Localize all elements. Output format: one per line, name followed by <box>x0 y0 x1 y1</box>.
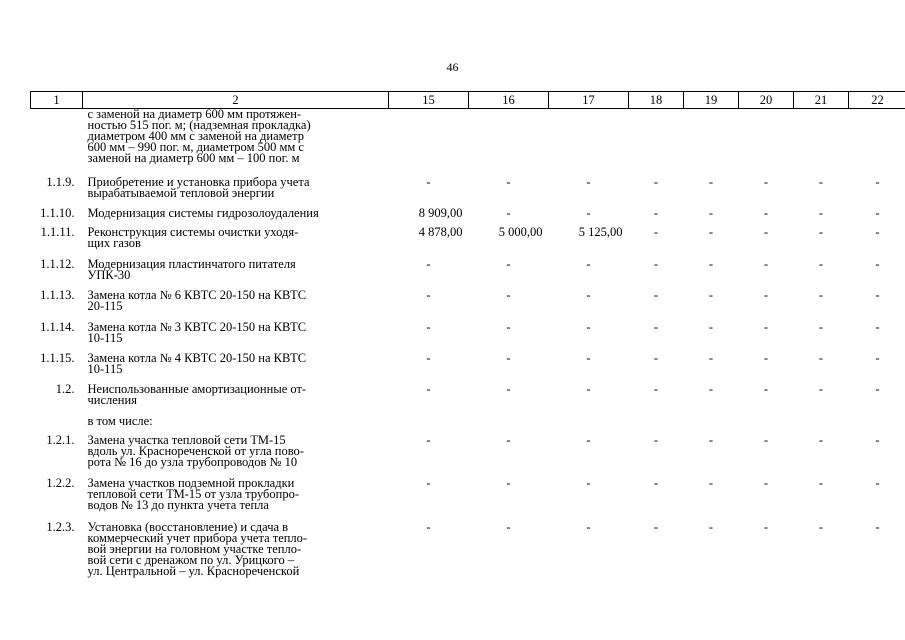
value-cell-col-21: - <box>818 205 824 220</box>
table-row <box>31 478 905 522</box>
value-cell-col-19: - <box>708 475 714 490</box>
row-description: Замена участков подземной прокладки тепловой сети ТМ-15 от узла трубопро- водов № 13 до пункта учета тепла <box>87 475 299 512</box>
table-row <box>31 177 905 208</box>
column-header-15: 15 <box>389 92 469 109</box>
value-cell-col-16: - <box>506 174 511 189</box>
value-cell-col-21: - <box>818 350 824 365</box>
value-cell-col-19: - <box>708 519 714 534</box>
value-cell-col-16: - <box>506 432 511 447</box>
value-cell-col-21: - <box>818 174 824 189</box>
value-cell-col-18: - <box>653 519 659 534</box>
value-cell-col-16: - <box>506 381 511 396</box>
value-cell-col-16: - <box>506 256 511 271</box>
row-description: в том числе: <box>87 413 153 428</box>
value-cell-col-22: - <box>875 381 880 396</box>
table-row <box>31 290 905 322</box>
table-row <box>31 208 905 227</box>
value-cell-col-18: - <box>653 224 659 239</box>
value-cell-col-17: - <box>586 205 591 220</box>
value-cell-col-21: - <box>818 224 824 239</box>
table-row <box>31 522 905 588</box>
table-row <box>31 435 905 478</box>
value-cell-col-18 <box>629 109 684 177</box>
value-cell-col-20: - <box>763 381 769 396</box>
value-cell-col-22: - <box>875 224 880 239</box>
value-cell-col-19: - <box>708 174 714 189</box>
value-cell-col-17 <box>549 416 629 435</box>
row-description: Модернизация системы гидрозолоудаления <box>87 205 319 220</box>
row-description: Модернизация пластинчатого питателя УПК-30 <box>87 256 296 282</box>
value-cell-col-16: - <box>506 287 511 302</box>
value-cell-col-18: - <box>653 319 659 334</box>
row-number: 1.1.14. <box>40 319 75 334</box>
value-cell-col-15: - <box>426 381 431 396</box>
row-number <box>31 109 83 177</box>
value-cell-col-19 <box>684 416 739 435</box>
value-cell-col-20: - <box>763 475 769 490</box>
value-cell-col-19: - <box>708 319 714 334</box>
value-cell-col-21: - <box>818 287 824 302</box>
value-cell-col-22 <box>849 109 905 177</box>
value-cell-col-17: - <box>586 519 591 534</box>
value-cell-col-20: - <box>763 319 769 334</box>
value-cell-col-22 <box>849 416 905 435</box>
value-cell-col-15: - <box>426 432 431 447</box>
value-cell-col-19: - <box>708 432 714 447</box>
table-body <box>31 109 905 588</box>
row-number: 1.2.2. <box>46 475 75 490</box>
table-row <box>31 416 905 435</box>
value-cell-col-15 <box>389 109 469 177</box>
row-description: Установка (восстановление) и сдача в коммерческий учет прибора учета тепло- вой энергии на головном участке тепло- вой сети с дренажом по ул. Урицкого – ул. Центральной – ул. Краснореченской <box>87 519 308 578</box>
value-cell-col-22: - <box>875 205 880 220</box>
row-number: 1.1.11. <box>40 224 75 239</box>
value-cell-col-18: - <box>653 256 659 271</box>
value-cell-col-16 <box>469 109 549 177</box>
value-cell-col-20: - <box>763 519 769 534</box>
row-description: Замена участка тепловой сети ТМ-15 вдоль ул. Краснореченской от угла пово- рота № 16 до узла трубопроводов № 10 <box>87 432 304 469</box>
value-cell-col-17 <box>549 109 629 177</box>
value-cell-col-20: - <box>763 432 769 447</box>
value-cell-col-21 <box>794 416 849 435</box>
column-header-2: 2 <box>83 92 389 109</box>
table-row <box>31 259 905 290</box>
row-description: Неиспользованные амортизационные от- числения <box>87 381 307 407</box>
table-row <box>31 353 905 384</box>
value-cell-col-18: - <box>653 287 659 302</box>
value-cell-col-18: - <box>653 381 659 396</box>
row-description: Реконструкция системы очистки уходя- щих газов <box>87 224 299 250</box>
row-description: Замена котла № 3 КВТС 20-150 на КВТС 10-115 <box>87 319 307 345</box>
page-number: 46 <box>446 60 459 74</box>
row-number: 1.2. <box>55 381 75 396</box>
value-cell-col-18: - <box>653 432 659 447</box>
value-cell-col-21: - <box>818 519 824 534</box>
value-cell-col-17: - <box>586 432 591 447</box>
value-cell-col-19: - <box>708 224 714 239</box>
value-cell-col-17: - <box>586 381 591 396</box>
table-row <box>31 109 905 177</box>
row-number: 1.1.12. <box>40 256 75 271</box>
value-cell-col-20: - <box>763 205 769 220</box>
value-cell-col-18: - <box>653 205 659 220</box>
column-header-21: 21 <box>794 92 849 109</box>
value-cell-col-18: - <box>653 350 659 365</box>
value-cell-col-22: - <box>875 519 880 534</box>
row-number: 1.1.15. <box>40 350 75 365</box>
value-cell-col-20: - <box>763 174 769 189</box>
value-cell-col-19 <box>684 109 739 177</box>
column-header-20: 20 <box>739 92 794 109</box>
value-cell-col-15: - <box>426 287 431 302</box>
row-number: 1.2.1. <box>46 432 75 447</box>
value-cell-col-16: - <box>506 475 511 490</box>
value-cell-col-15: - <box>426 174 431 189</box>
row-description: Замена котла № 4 КВТС 20-150 на КВТС 10-115 <box>87 350 307 376</box>
value-cell-col-20 <box>739 109 794 177</box>
value-cell-col-16: - <box>506 350 511 365</box>
value-cell-col-20: - <box>763 224 769 239</box>
value-cell-col-17: - <box>586 350 591 365</box>
value-cell-col-16: 5 000,00 <box>498 224 543 239</box>
row-number: 1.1.9. <box>46 174 75 189</box>
value-cell-col-19: - <box>708 287 714 302</box>
value-cell-col-21: - <box>818 381 824 396</box>
value-cell-col-18: - <box>653 475 659 490</box>
value-cell-col-18 <box>629 416 684 435</box>
value-cell-col-16: - <box>506 319 511 334</box>
value-cell-col-22: - <box>875 432 880 447</box>
table-row <box>31 227 905 259</box>
column-header-1: 1 <box>31 92 83 109</box>
value-cell-col-17: 5 125,00 <box>578 224 623 239</box>
value-cell-col-21: - <box>818 319 824 334</box>
row-number <box>31 416 83 435</box>
value-cell-col-15: - <box>426 519 431 534</box>
value-cell-col-20: - <box>763 287 769 302</box>
row-description: Приобретение и установка прибора учета вырабатываемой тепловой энергии <box>87 174 310 200</box>
row-number: 1.2.3. <box>46 519 75 534</box>
value-cell-col-22: - <box>875 256 880 271</box>
column-header-16: 16 <box>469 92 549 109</box>
value-cell-col-22: - <box>875 475 880 490</box>
value-cell-col-20 <box>739 416 794 435</box>
value-cell-col-21: - <box>818 475 824 490</box>
value-cell-col-19: - <box>708 256 714 271</box>
value-cell-col-22: - <box>875 287 880 302</box>
value-cell-col-20: - <box>763 256 769 271</box>
table-row <box>31 384 905 416</box>
row-number: 1.1.13. <box>40 287 75 302</box>
value-cell-col-17: - <box>586 174 591 189</box>
value-cell-col-20: - <box>763 350 769 365</box>
value-cell-col-21: - <box>818 256 824 271</box>
value-cell-col-18: - <box>653 174 659 189</box>
value-cell-col-19: - <box>708 205 714 220</box>
column-header-22: 22 <box>849 92 905 109</box>
table-row <box>31 322 905 353</box>
value-cell-col-21: - <box>818 432 824 447</box>
value-cell-col-17: - <box>586 256 591 271</box>
investment-table <box>30 91 905 588</box>
value-cell-col-22: - <box>875 319 880 334</box>
value-cell-col-15: - <box>426 319 431 334</box>
value-cell-col-22: - <box>875 174 880 189</box>
value-cell-col-15: - <box>426 350 431 365</box>
value-cell-col-22: - <box>875 350 880 365</box>
value-cell-col-16: - <box>506 519 511 534</box>
value-cell-col-16 <box>469 416 549 435</box>
value-cell-col-19: - <box>708 381 714 396</box>
value-cell-col-17: - <box>586 287 591 302</box>
value-cell-col-21 <box>794 109 849 177</box>
column-header-17: 17 <box>549 92 629 109</box>
value-cell-col-17: - <box>586 319 591 334</box>
column-number-header-row <box>31 92 905 109</box>
value-cell-col-15: 8 909,00 <box>418 205 463 220</box>
value-cell-col-15 <box>389 416 469 435</box>
value-cell-col-15: - <box>426 475 431 490</box>
column-header-18: 18 <box>629 92 684 109</box>
row-description: Замена котла № 6 КВТС 20-150 на КВТС 20-115 <box>87 287 307 313</box>
column-header-19: 19 <box>684 92 739 109</box>
row-number: 1.1.10. <box>40 205 75 220</box>
value-cell-col-15: - <box>426 256 431 271</box>
value-cell-col-16: - <box>506 205 511 220</box>
row-description: с заменой на диаметр 600 мм протяжен- ностью 515 пог. м; (надземная прокладка) диаметром 400 мм с заменой на диаметр 600 мм – 990 пог. м, диаметром 500 мм с заменой на диаметр 600 мм – 100 пог. м <box>87 107 311 165</box>
value-cell-col-19: - <box>708 350 714 365</box>
value-cell-col-17: - <box>586 475 591 490</box>
value-cell-col-15: 4 878,00 <box>418 224 463 239</box>
